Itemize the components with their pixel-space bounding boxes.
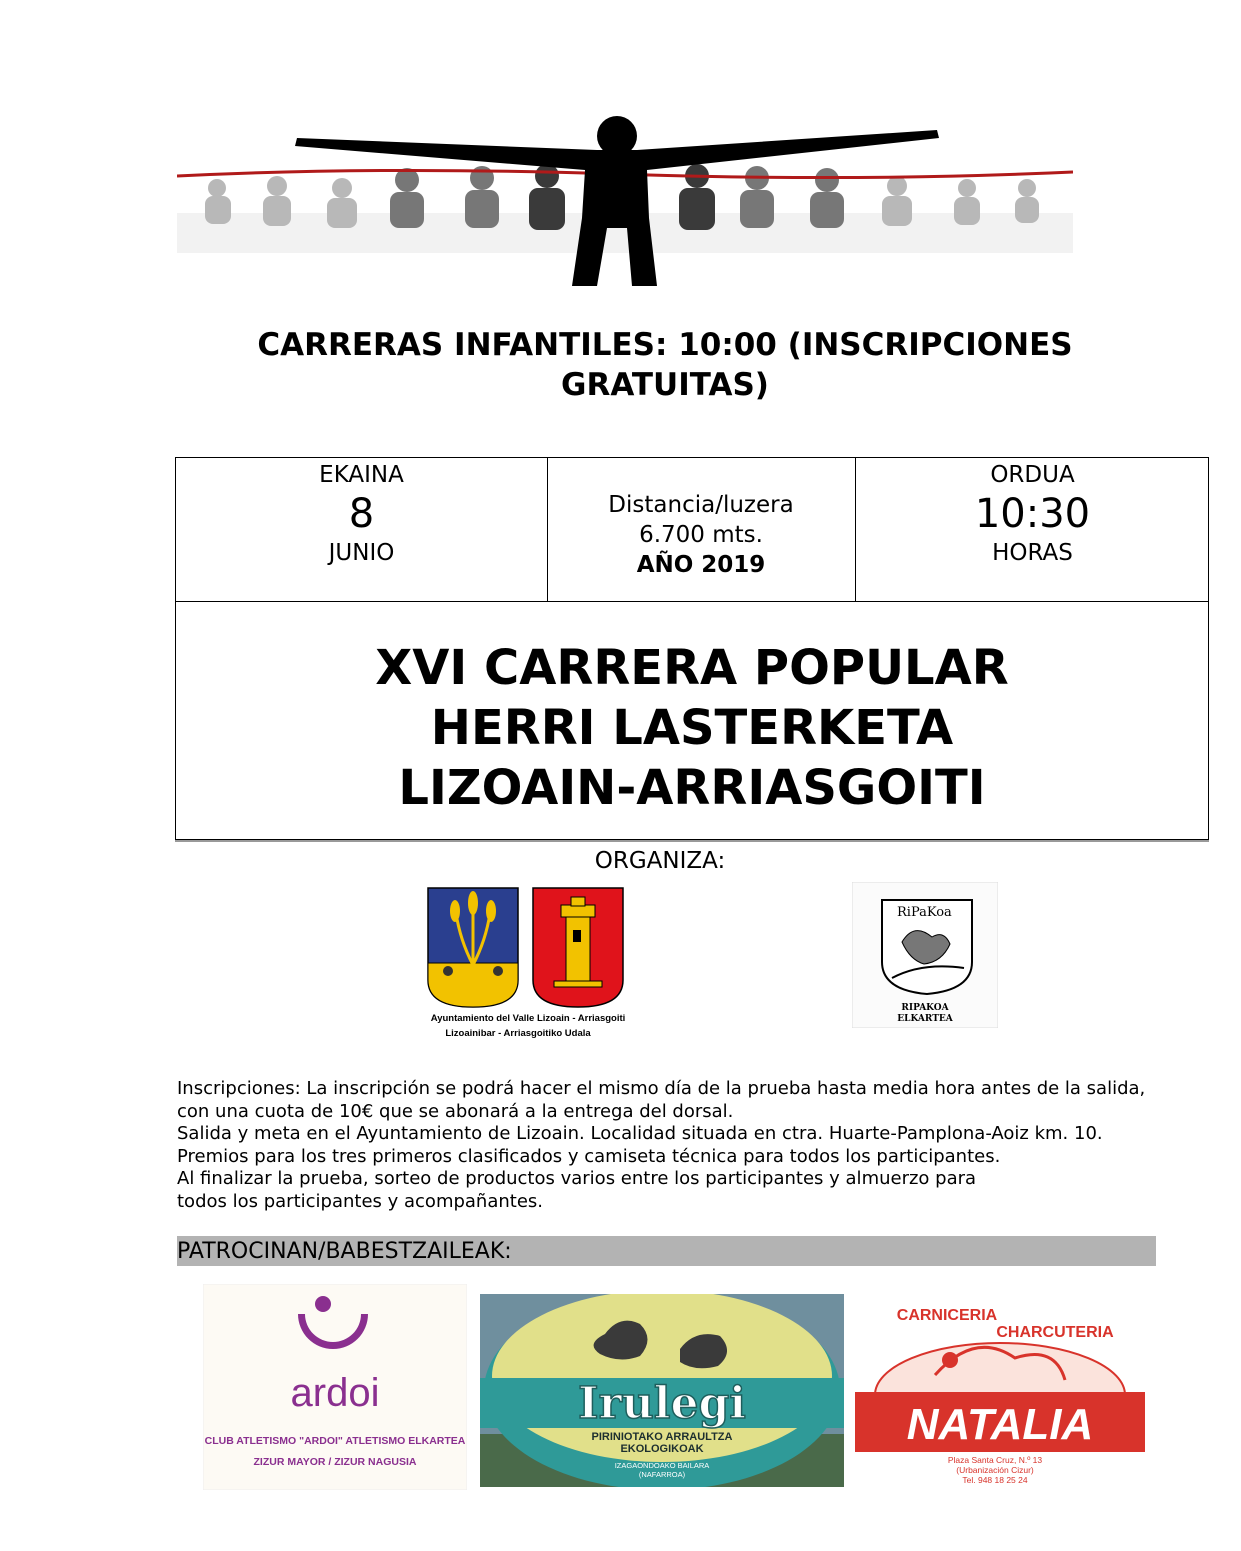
race-info-table bbox=[175, 457, 1209, 840]
sponsors-label: PATROCINAN/BABESTZAILEAK: bbox=[177, 1236, 1156, 1266]
natalia-sponsor-logo bbox=[855, 1300, 1145, 1485]
ayuntamiento-caption-line-1: Ayuntamiento del Valle Lizoain - Arriasgoiti bbox=[430, 1013, 626, 1024]
race-title-line-1: XVI CARRERA POPULAR bbox=[375, 640, 1009, 696]
natalia-header-2: CHARCUTERIA bbox=[996, 1324, 1114, 1341]
raffle-info-line-1: Al finalizar la prueba, sorteo de productos varios entre los participantes y almuerzo para bbox=[177, 1168, 977, 1189]
race-year: AÑO 2019 bbox=[636, 552, 766, 578]
headline-line-1: CARRERAS INFANTILES: 10:00 (INSCRIPCIONES bbox=[257, 327, 1073, 363]
race-information bbox=[177, 1078, 1157, 1213]
ayuntamiento-logo bbox=[408, 885, 648, 1045]
time-cell bbox=[855, 458, 1210, 603]
race-day: 8 bbox=[348, 491, 375, 537]
race-title-line-2: HERRI LASTERKETA bbox=[430, 700, 954, 756]
irulegi-caption-line-3: IZAGAONDOAKO BAILARA bbox=[614, 1461, 710, 1470]
race-title bbox=[176, 638, 1208, 818]
date-cell bbox=[176, 458, 547, 603]
month-es: JUNIO bbox=[328, 540, 395, 566]
natalia-header-1: CARNICERIA bbox=[896, 1307, 998, 1324]
distance-cell bbox=[547, 458, 855, 633]
runners-banner-image bbox=[177, 108, 1073, 286]
ardoi-caption-line-2: ZIZUR MAYOR / ZIZUR NAGUSIA bbox=[253, 1456, 417, 1468]
table-shadow-line bbox=[175, 840, 1209, 842]
month-eu: EKAINA bbox=[319, 462, 404, 488]
irulegi-caption-line-1: PIRINIOTAKO ARRAULTZA bbox=[591, 1431, 733, 1443]
ayuntamiento-caption-line-2: Lizoainibar - Arriasgoitiko Udala bbox=[445, 1028, 591, 1039]
ripakoa-caption-line-1: RIPAKOA bbox=[901, 1003, 949, 1013]
distance-label: Distancia/luzera bbox=[608, 492, 794, 518]
natalia-address-1: Plaza Santa Cruz, N.º 13 bbox=[947, 1455, 1043, 1465]
ripakoa-caption-line-2: ELKARTEA bbox=[897, 1014, 953, 1024]
start-time: 10:30 bbox=[974, 491, 1091, 537]
distance-value: 6.700 mts. bbox=[639, 522, 763, 548]
irulegi-sponsor-logo bbox=[480, 1294, 844, 1487]
natalia-name: NATALIA bbox=[906, 1400, 1094, 1449]
ardoi-sponsor-logo bbox=[203, 1284, 467, 1490]
ripakoa-header: RiPaKoa bbox=[897, 905, 952, 920]
prizes-info: Premios para los tres primeros clasificados y camiseta técnica para todos los participantes. bbox=[177, 1145, 1001, 1167]
organizer-label: ORGANIZA: bbox=[594, 848, 726, 874]
ripakoa-logo bbox=[852, 882, 998, 1028]
irulegi-name: Irulegi bbox=[578, 1378, 746, 1429]
race-title-line-3: LIZOAIN-ARRIASGOITI bbox=[398, 760, 986, 816]
ardoi-name: ardoi bbox=[290, 1371, 380, 1415]
start-finish-info: Salida y meta en el Ayuntamiento de Lizoain. Localidad situada en ctra. Huarte-Pamplona-Aoiz km. 10. bbox=[177, 1123, 1103, 1144]
natalia-phone: Tel. 948 18 25 24 bbox=[962, 1475, 1028, 1485]
time-unit: HORAS bbox=[992, 540, 1073, 566]
headline-line-2: GRATUITAS) bbox=[561, 367, 769, 403]
raffle-info-line-2: todos los participantes y acompañantes. bbox=[177, 1190, 544, 1212]
children-races-headline bbox=[150, 325, 1180, 405]
natalia-address-2: (Urbanización Cizur) bbox=[956, 1465, 1034, 1475]
registration-info: Inscripciones: La inscripción se podrá hacer el mismo día de la prueba hasta media hora antes de la salida, con una cuota de 10€ que se abonará a la entrega del dorsal. bbox=[177, 1078, 1146, 1122]
irulegi-caption-line-2: EKOLOGIKOAK bbox=[620, 1443, 704, 1455]
irulegi-caption-line-4: (NAFARROA) bbox=[638, 1470, 686, 1479]
ardoi-caption-line-1: CLUB ATLETISMO "ARDOI" ATLETISMO ELKARTEA bbox=[204, 1435, 466, 1447]
time-label: ORDUA bbox=[990, 462, 1075, 488]
